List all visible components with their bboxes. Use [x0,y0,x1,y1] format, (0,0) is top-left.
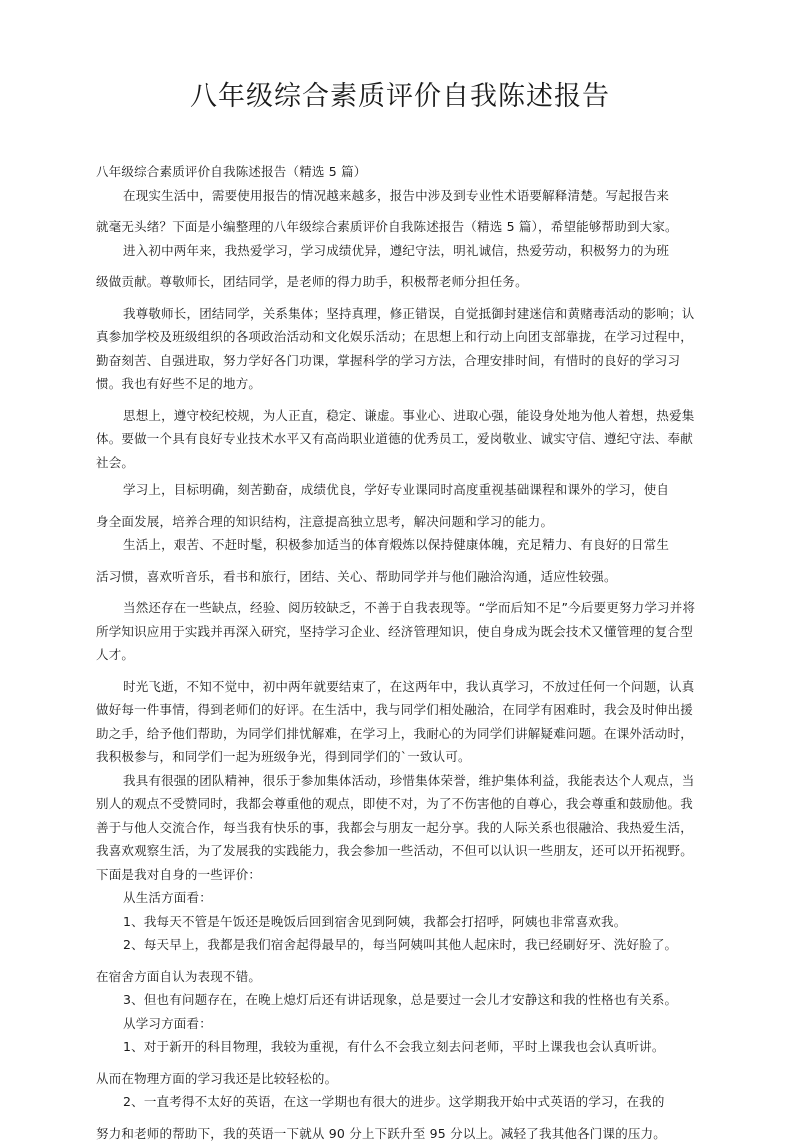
paragraph: 我具有很强的团队精神，很乐于参加集体活动，珍惜集体荣誉，维护集体利益，我能表达个人观点，当别人的观点不受赞同时，我都会尊重他的观点，即使不对，为了不伤害他的自尊心，我会尊重和鼓励他。我善于与他人交流合作，每当我有快乐的事，我都会与朋友一起分享。我的人际关系也很融洽、我热爱生活，我喜欢观察生活，为了发展我的实践能力，我会参加一些活动，不但可以认识一些朋友，还可以开拓视野。下面是我对自身的一些评价： [96,769,704,887]
paragraph: 1、对于新开的科目物理，我较为重视，有什么不会我立刻去问老师，平时上课我也会认真听讲。 [96,1035,704,1059]
paragraph: 从生活方面看： [96,886,704,910]
paragraph: 八年级综合素质评价自我陈述报告（精选 5 篇） [96,160,704,184]
paragraph: 从而在物理方面的学习我还是比较轻松的。 [96,1067,704,1091]
paragraph: 2、每天早上，我都是我们宿舍起得最早的，每当阿姨叫其他人起床时，我已经刷好牙、洗好脸了。 [96,933,704,957]
paragraph: 时光飞逝，不知不觉中，初中两年就要结束了，在这两年中，我认真学习，不放过任何一个问题，认真做好每一件事情，得到老师们的好评。在生活中，我与同学们相处融洽，在同学有困难时，我会及时伸出援助之手，给予他们帮助，为同学们排忧解难，在学习上，我耐心的为同学们讲解疑难问题。在课外活动时，我积极参与，和同学们一起为班级争光，得到同学们的`一致认可。 [96,675,704,769]
paragraph: 活习惯，喜欢听音乐，看书和旅行，团结、关心、帮助同学并与他们融洽沟通，适应性较强。 [96,565,704,589]
paragraph: 当然还存在一些缺点，经验、阅历较缺乏，不善于自我表现等。“学而后知不足”今后要更努力学习并将所学知识应用于实践并再深入研究，坚持学习企业、经济管理知识，使自身成为既会技术又懂管理的复合型人才。 [96,596,704,667]
paragraph: 在现实生活中，需要使用报告的情况越来越多，报告中涉及到专业性术语要解释清楚。写起报告来 [96,184,704,208]
paragraph: 2、一直考得不太好的英语，在这一学期也有很大的进步。这学期我开始中式英语的学习，在我的 [96,1090,704,1114]
paragraph: 身全面发展，培养合理的知识结构，注意提高独立思考，解决问题和学习的能力。 [96,510,704,534]
paragraph: 3、但也有问题存在，在晚上熄灯后还有讲话现象，总是要过一会儿才安静这和我的性格也有关系。 [96,988,704,1012]
paragraph: 就毫无头绪？下面是小编整理的八年级综合素质评价自我陈述报告（精选 5 篇），希望能够帮助到大家。 [96,215,704,239]
document-title: 八年级综合素质评价自我陈述报告 [96,0,704,132]
paragraph: 生活上，艰苦、不赶时髦，积极参加适当的体育煅炼以保持健康体魄，充足精力、有良好的日常生 [96,533,704,557]
paragraph: 在宿舍方面自认为表现不错。 [96,965,704,989]
paragraph: 从学习方面看： [96,1012,704,1036]
paragraph: 我尊敬师长，团结同学，关系集体；坚持真理，修正错误，自觉抵御封建迷信和黄赌毒活动的影响；认真参加学校及班级组织的各项政治活动和文化娱乐活动；在思想上和行动上向团支部靠拢，在学习过程中，勤奋刻苦、自强进取，努力学好各门功课，掌握科学的学习方法，合理安排时间，有惜时的良好的学习习惯。我也有好些不足的地方。 [96,302,704,396]
paragraph: 级做贡献。尊敬师长，团结同学，是老师的得力助手，积极帮老师分担任务。 [96,270,704,294]
paragraph: 1、我每天不管是午饭还是晚饭后回到宿舍见到阿姨，我都会打招呼，阿姨也非常喜欢我。 [96,910,704,934]
paragraph: 学习上，目标明确，刻苦勤奋，成绩优良，学好专业课同时高度重视基础课程和课外的学习，使自 [96,478,704,502]
paragraph: 努力和老师的帮助下，我的英语一下就从 90 分上下跃升至 95 分以上。减轻了我其他各门课的压力。 [96,1122,704,1145]
document-body [96,160,704,1145]
paragraph: 进入初中两年来，我热爱学习，学习成绩优异，遵纪守法，明礼诚信，热爱劳动，积极努力的为班 [96,239,704,263]
paragraph: 思想上，遵守校纪校规，为人正直，稳定、谦虚。事业心、进取心强，能设身处地为他人着想，热爱集体。要做一个具有良好专业技术水平又有高尚职业道德的优秀员工，爱岗敬业、诚实守信、遵纪守法、奉献社会。 [96,404,704,475]
